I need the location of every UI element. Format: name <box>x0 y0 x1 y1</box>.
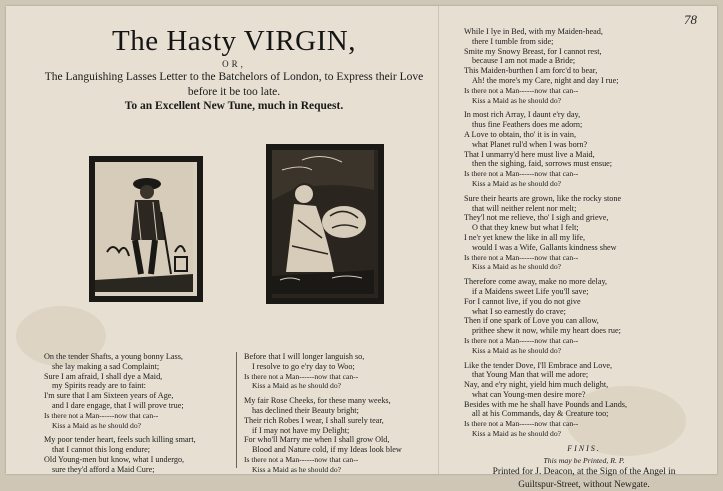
verse-line: I resolve to go e'ry day to Woo; <box>252 361 355 371</box>
verse-line: I ne'r yet knew the like in all my life, <box>464 232 586 242</box>
verse-line: On the tender Shafts, a young bonny Lass, <box>44 352 183 361</box>
ballad-subtitle: The Languishing Lasses Letter to the Batchelors of London, to Express their Love before it be too late. <box>44 71 424 98</box>
verse-line: I'm sure that I am Sixteen years of Age, <box>44 391 174 401</box>
verse-line: that will neither relent nor melt; <box>472 203 577 213</box>
verse-line: then the sighing, faid, sorrows must ensue; <box>472 159 613 169</box>
verse-line: While I lye in Bed, with my Maiden-head, <box>464 27 603 36</box>
refrain-line: Kiss a Maid as he should do? <box>472 345 562 355</box>
verse-line: For who'll Marry me when I shall grow Old, <box>244 435 390 445</box>
verse-line: thus fine Feathers does me adorn; <box>472 120 583 130</box>
verse-column-right <box>464 27 704 491</box>
verse-line: Then if one spark of Love you can allow, <box>464 316 599 326</box>
refrain-line: Is there not a Man------now that can-- <box>244 454 359 464</box>
ballad-title: The Hasty VIRGIN, <box>112 25 356 57</box>
verse-line: They'l not me relieve, tho' I sigh and grieve, <box>464 213 609 223</box>
finis: FINIS. <box>567 443 601 453</box>
refrain-line: Is there not a Man------now that can-- <box>464 169 579 179</box>
tune-line: To an Excellent New Tune, much in Request. <box>124 100 344 113</box>
verse-line: because I am not made a Bride; <box>472 56 576 66</box>
verse-line: my Spirits ready are to faint: <box>52 381 146 391</box>
verse-line: O that they knew but what I felt; <box>472 223 579 233</box>
stanza <box>464 194 704 272</box>
gentleman-figure-icon <box>95 162 193 292</box>
verse-line: Like the tender Dove, I'll Embrace and Love, <box>464 360 613 370</box>
verse-line: A Love to obtain, tho' it is in vain, <box>464 129 576 139</box>
verse-line: Besides with me he shall have Pounds and Lands, <box>464 399 628 409</box>
stanza <box>44 435 234 474</box>
stanza <box>244 396 439 474</box>
stanza <box>44 352 234 430</box>
verse-line: sure they'd afford a Maid Cure; <box>52 464 155 474</box>
stanza <box>464 110 704 188</box>
verse-line: what Planet rul'd when I was born? <box>472 139 588 149</box>
verse-line: she lay making a sad Complaint; <box>52 361 160 371</box>
refrain-line: Kiss a Maid as he should do? <box>472 178 562 188</box>
maiden-figure-icon <box>272 150 374 294</box>
verse-line: Sure I am afraid, I shall dye a Maid, <box>44 371 163 381</box>
refrain-line: Is there not a Man------now that can-- <box>464 335 579 345</box>
verse-line: if a Maidens sweet Life you'll save; <box>472 286 589 296</box>
verse-line: Nay, and e'ry night, yield him much delight, <box>464 380 609 390</box>
verse-line: has declined their Beauty bright; <box>252 405 359 415</box>
verse-line: Therefore come away, make no more delay, <box>464 277 608 287</box>
title-or: OR, <box>222 59 246 70</box>
stanza <box>464 361 704 439</box>
imprint-line: Printed for J. Deacon, at the Sign of the Angel in <box>492 467 676 478</box>
page-number: 78 <box>684 12 697 27</box>
stanza <box>464 27 704 105</box>
verse-line: if I may not have my Delight; <box>252 425 350 435</box>
verse-line: Their rich Robes I wear, I shall surely tear, <box>244 415 384 425</box>
verse-column-middle <box>244 352 439 480</box>
verse-line: Ah! the more's my Care, night and day I rue; <box>472 75 619 85</box>
verse-line: That I unmarry'd here must live a Maid, <box>464 149 595 159</box>
license-line: This may be Printed, R. P. <box>543 455 625 465</box>
refrain-line: Is there not a Man------now that can-- <box>464 252 579 262</box>
refrain-line: Is there not a Man------now that can-- <box>244 371 359 381</box>
verse-line: For I cannot live, if you do not give <box>464 296 581 306</box>
verse-line: prithee shew it now, while my heart does rue; <box>472 326 621 336</box>
verse-line: what I so earnestly do crave; <box>472 306 566 316</box>
verse-line: Old Young-men but know, what I undergo, <box>44 454 185 464</box>
verse-column-left <box>44 352 234 480</box>
refrain-line: Kiss a Maid as he should do? <box>472 95 562 105</box>
column-rule <box>236 352 237 468</box>
verse-line: This Maiden-burthen I am forc'd to bear, <box>464 66 598 76</box>
imprint-line: Guiltspur-Street, without Newgate. <box>518 480 650 491</box>
woodcut-maiden <box>266 144 384 304</box>
verse-line: that Young Man that will me adore; <box>472 370 589 380</box>
verse-line: and I dare engage, that I will prove true; <box>52 400 184 410</box>
refrain-line: Kiss a Maid as he should do? <box>252 381 342 391</box>
woodcut-gentleman <box>89 156 203 302</box>
refrain-line: Kiss a Maid as he should do? <box>252 464 342 474</box>
verse-line: what can Young-men desire more? <box>472 389 586 399</box>
verse-line: Blood and Nature cold, if my Ideas look blew <box>252 445 402 455</box>
refrain-line: Is there not a Man------now that can-- <box>464 85 579 95</box>
verse-line: would I was a Wife, Gallants kindness shew <box>472 242 617 252</box>
verse-line: Before that I will longer languish so, <box>244 352 365 361</box>
stanza <box>244 352 439 391</box>
refrain-line: Is there not a Man------now that can-- <box>44 410 159 420</box>
refrain-line: Kiss a Maid as he should do? <box>472 262 562 272</box>
broadside-sheet <box>6 6 717 491</box>
verse-line: My poor tender heart, feels such killing smart, <box>44 435 196 445</box>
refrain-line: Kiss a Maid as he should do? <box>52 420 142 430</box>
verse-line: My fair Rose Cheeks, for these many weeks, <box>244 396 391 406</box>
verse-line: Smite my Snowy Breast, for I cannot rest, <box>464 46 602 56</box>
verse-line: there I tumble from side; <box>472 36 554 46</box>
verse-line: Sure their hearts are grown, like the rocky stone <box>464 193 622 203</box>
refrain-line: Is there not a Man------now that can-- <box>464 419 579 429</box>
title-block <box>34 24 434 112</box>
refrain-line: Kiss a Maid as he should do? <box>472 429 562 439</box>
stanza <box>464 277 704 355</box>
verse-line: In most rich Array, I daunt e'ry day, <box>464 110 581 120</box>
verse-line: that I cannot this long endure; <box>52 445 150 455</box>
verse-line: all at his Commands, day & Creature too; <box>472 409 609 419</box>
